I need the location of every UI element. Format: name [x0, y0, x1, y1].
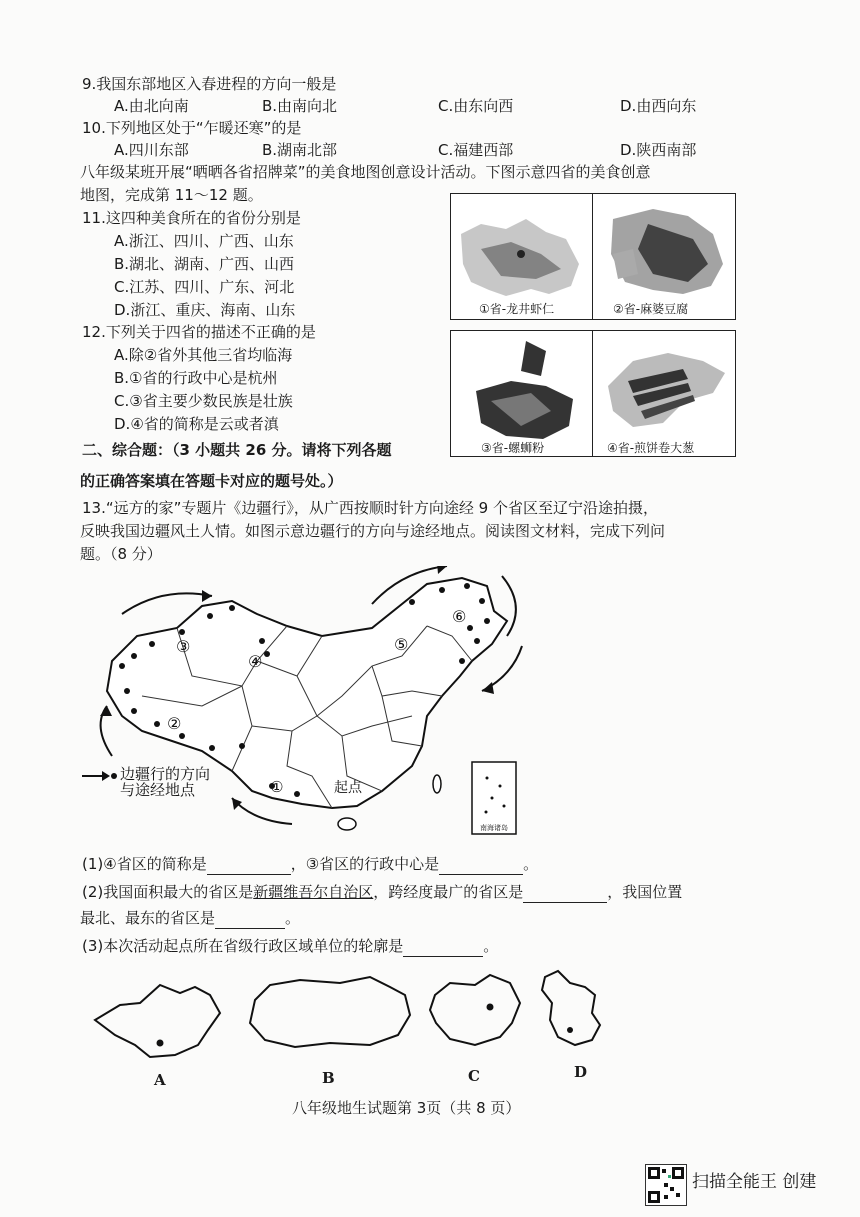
outline-a-shape [95, 985, 220, 1057]
q9-option-c: C.由东向西 [438, 97, 514, 115]
food-map-caption-1: ①省-龙井虾仁 [479, 302, 555, 316]
q11-option-c: C.江苏、四川、广东、河北 [114, 278, 295, 296]
q12-option-c: C.③省主要少数民族是壮族 [114, 392, 293, 410]
map-start-label: 起点 [334, 780, 362, 796]
province-3-map-image [451, 331, 593, 456]
page-footer: 八年级地生试题第 3页（共 8 页） [292, 1099, 521, 1117]
map-label-2: ② [167, 714, 182, 733]
sub2-text-1: (2)我国面积最大的省区是 [82, 883, 254, 901]
outline-label-d: D [574, 1063, 588, 1081]
sub2-text-2: ，跨经度最广的省区是 [373, 883, 524, 901]
q11-option-a: A.浙江、四川、广西、山东 [114, 232, 294, 250]
food-map-panel-4 [592, 330, 736, 457]
sub1-line [82, 854, 538, 875]
sub2-line2 [80, 908, 300, 929]
q12-option-d: D.④省的简称是云或者滇 [114, 415, 279, 433]
q9-option-b: B.由南向北 [262, 97, 338, 115]
map-legend-line2: 与途经地点 [120, 781, 196, 799]
map-label-6: ⑥ [452, 607, 467, 626]
map-label-4: ④ [248, 652, 263, 671]
section2-heading-line1: 二、综合题：（3 小题共 26 分。请将下列各题 [82, 441, 392, 459]
q11-option-d: D.浙江、重庆、海南、山东 [114, 301, 296, 319]
q10-option-c: C.福建西部 [438, 141, 514, 159]
food-map-panel-1 [450, 193, 594, 320]
outline-b-shape [250, 977, 410, 1047]
outline-d-shape [542, 971, 600, 1045]
q9-stem: 9.我国东部地区入春进程的方向一般是 [82, 75, 337, 93]
qr-code-icon [645, 1164, 687, 1206]
intro-line2: 地图，完成第 11～12 题。 [80, 186, 263, 204]
outline-c-shape [430, 975, 520, 1045]
q11-stem: 11.这四种美食所在的省份分别是 [82, 209, 301, 227]
q10-option-a: A.四川东部 [114, 141, 189, 159]
scanner-watermark: 扫描全能王 创建 [692, 1172, 817, 1192]
food-map-caption-3: ③省-螺蛳粉 [481, 441, 545, 455]
china-border-trip-map [82, 566, 542, 836]
sub1-text-1: (1)④省区的简称是 [82, 855, 207, 873]
sub1-blank-1[interactable] [207, 854, 291, 875]
section2-heading-line2: 的正确答案填在答题卡对应的题号处。） [80, 472, 343, 490]
q11-option-b: B.湖北、湖南、广西、山西 [114, 255, 295, 273]
food-map-panel-2 [592, 193, 736, 320]
q9-option-d: D.由西向东 [620, 97, 697, 115]
food-map-caption-4: ④省-煎饼卷大葱 [607, 441, 695, 455]
q10-option-b: B.湖南北部 [262, 141, 338, 159]
q10-option-d: D.陕西南部 [620, 141, 697, 159]
sub2-text-5: 。 [285, 909, 301, 927]
sub3-text-1: (3)本次活动起点所在省级行政区域单位的轮廓是 [82, 937, 404, 955]
map-inset-label: 南海诸岛 [480, 824, 508, 832]
map-label-3: ③ [176, 637, 191, 656]
q10-stem: 10.下列地区处于“乍暖还寒”的是 [82, 119, 302, 137]
q12-stem: 12.下列关于四省的描述不正确的是 [82, 323, 316, 341]
q13-line1: 13.“远方的家”专题片《边疆行》，从广西按顺时针方向途经 9 个省区至辽宁沿途拍摄， [82, 499, 658, 517]
sub3-line [82, 936, 498, 957]
q13-line3: 题。（8 分） [80, 545, 162, 563]
map-legend-line1: 边疆行的方向 [120, 765, 211, 783]
map-label-5: ⑤ [394, 635, 409, 654]
province-4-map-image [593, 331, 735, 456]
sub2-blank-1[interactable] [523, 882, 607, 903]
q9-option-a: A.由北向南 [114, 97, 189, 115]
sub1-text-2: ，③省区的行政中心是 [290, 855, 440, 873]
outline-label-b: B [322, 1069, 335, 1087]
food-map-panel-3 [450, 330, 594, 457]
intro-line1: 八年级某班开展“晒晒各省招牌菜”的美食地图创意设计活动。下图示意四省的美食创意 [80, 163, 651, 181]
q12-option-b: B.①省的行政中心是杭州 [114, 369, 278, 387]
sub2-text-3: ，我国位置 [607, 883, 683, 901]
sub3-blank[interactable] [403, 936, 483, 957]
food-map-caption-2: ②省-麻婆豆腐 [613, 302, 689, 316]
outline-label-a: A [154, 1071, 166, 1089]
map-label-1: ① [270, 778, 284, 796]
province-outline-options [80, 965, 640, 1085]
q13-line2: 反映我国边疆风土人情。如图示意边疆行的方向与途经地点。阅读图文材料，完成下列问 [80, 522, 666, 540]
q12-option-a: A.除②省外其他三省均临海 [114, 346, 293, 364]
sub3-text-2: 。 [483, 937, 499, 955]
outline-label-c: C [468, 1067, 480, 1085]
sub1-text-3: 。 [523, 855, 539, 873]
sub2-text-4: 最北、最东的省区是 [80, 909, 216, 927]
sub2-blank-2[interactable] [215, 908, 285, 929]
sub2-answer: 新疆维吾尔自治区 [253, 883, 374, 901]
sub1-blank-2[interactable] [439, 854, 523, 875]
sub2-line1 [82, 882, 682, 903]
